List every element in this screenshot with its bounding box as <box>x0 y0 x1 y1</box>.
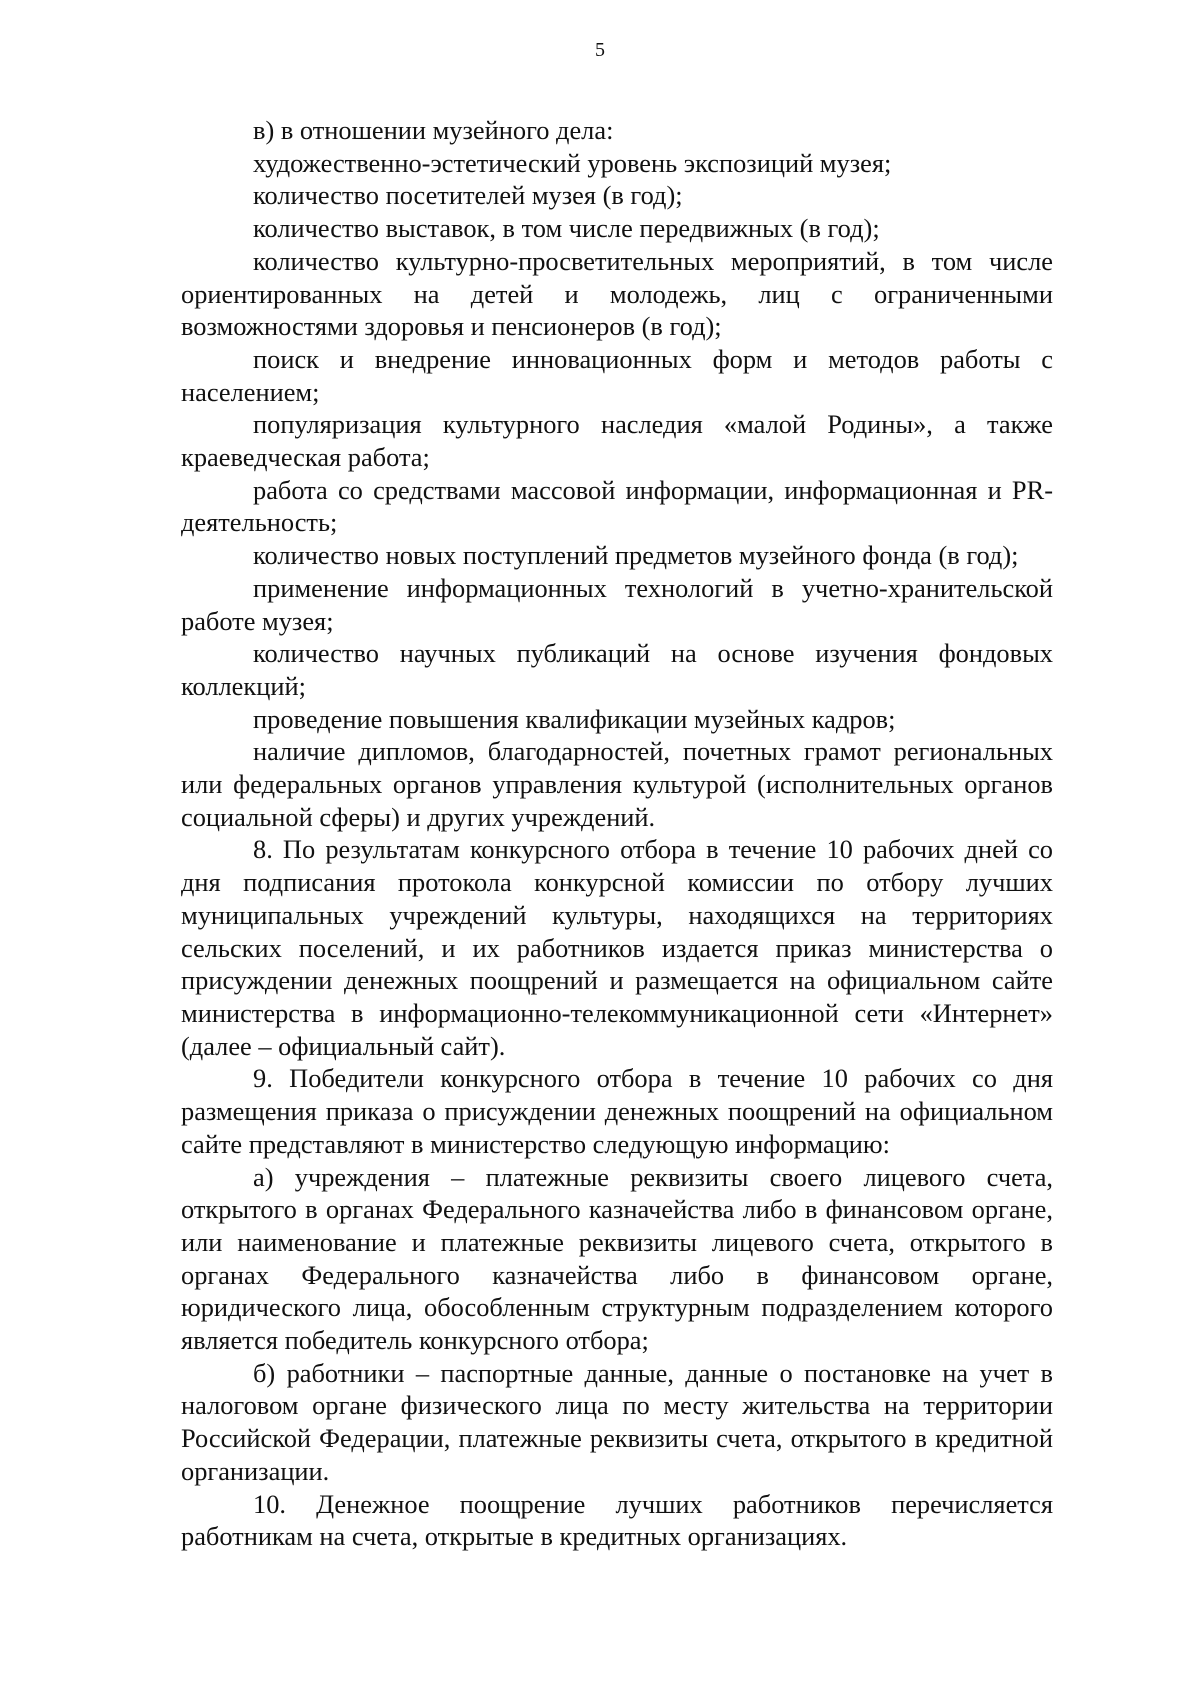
paragraph-criterion: поиск и внедрение инновационных форм и методов работы с населением; <box>181 343 1053 407</box>
paragraph-criterion: количество культурно-просветительных мероприятий, в том числе ориентированных на детей и молодежь, лиц с ограниченными возможностями здоровья и пенсионеров (в год); <box>181 245 1053 342</box>
paragraph-criterion: количество научных публикаций на основе изучения фондовых коллекций; <box>181 638 1053 701</box>
paragraph-clause-9b: б) работники – паспортные данные, данные о постановке на учет в налоговом органе физического лица по месту жительства на территории Российской Федерации, платежные реквизиты счета, открытого в кредитной организации. <box>181 1357 1053 1486</box>
paragraph-criterion: популяризация культурного наследия «малой Родины», а также краеведческая работа; <box>181 409 1053 473</box>
paragraph-clause-9a: а) учреждения – платежные реквизиты своего лицевого счета, открытого в органах Федерального казначейства либо в финансовом органе, или наименование и платежные реквизиты лицевого счета, открытого в органах Федерального казначейства либо в финансовом органе, юридического лица, обособленным структурным подразделением которого является победитель конкурсного отбора; <box>181 1161 1053 1356</box>
paragraph-criterion: художественно-эстетический уровень экспозиций музея; <box>253 147 892 178</box>
paragraph-criterion: количество новых поступлений предметов музейного фонда (в год); <box>253 540 1019 571</box>
paragraph-criterion: количество посетителей музея (в год); <box>253 180 683 211</box>
paragraph-criterion: проведение повышения квалификации музейных кадров; <box>253 703 896 734</box>
paragraph-clause-8: 8. По результатам конкурсного отбора в течение 10 рабочих дней со дня подписания протокола конкурсной комиссии по отбору лучших муниципальных учреждений культуры, находящихся на территориях сельских поселений, и их работников издается приказ министерства о присуждении денежных поощрений и размещается на официальном сайте министерства в информационно-телекоммуникационной сети «Интернет» (далее – официальный сайт). <box>181 834 1053 1061</box>
paragraph-criterion: количество выставок, в том числе передвижных (в год); <box>253 213 880 244</box>
paragraph-criterion: наличие дипломов, благодарностей, почетных грамот региональных или федеральных органов управления культурой (исполнительных органов социальной сферы) и других учреждений. <box>181 736 1053 832</box>
paragraph-clause-10: 10. Денежное поощрение лучших работников перечисляется работникам на счета, открытые в кредитных организациях. <box>181 1488 1053 1552</box>
paragraph-criterion: работа со средствами массовой информации, информационная и PR-деятельность; <box>181 474 1053 538</box>
document-body <box>181 114 1053 1553</box>
paragraph-criterion: применение информационных технологий в учетно-хранительской работе музея; <box>181 572 1053 636</box>
page-number: 5 <box>595 39 605 61</box>
paragraph-museum-heading: в) в отношении музейного дела: <box>253 115 614 145</box>
paragraph-clause-9: 9. Победители конкурсного отбора в течение 10 рабочих со дня размещения приказа о присуждении денежных поощрений на официальном сайте представляют в министерство следующую информацию: <box>181 1063 1053 1159</box>
